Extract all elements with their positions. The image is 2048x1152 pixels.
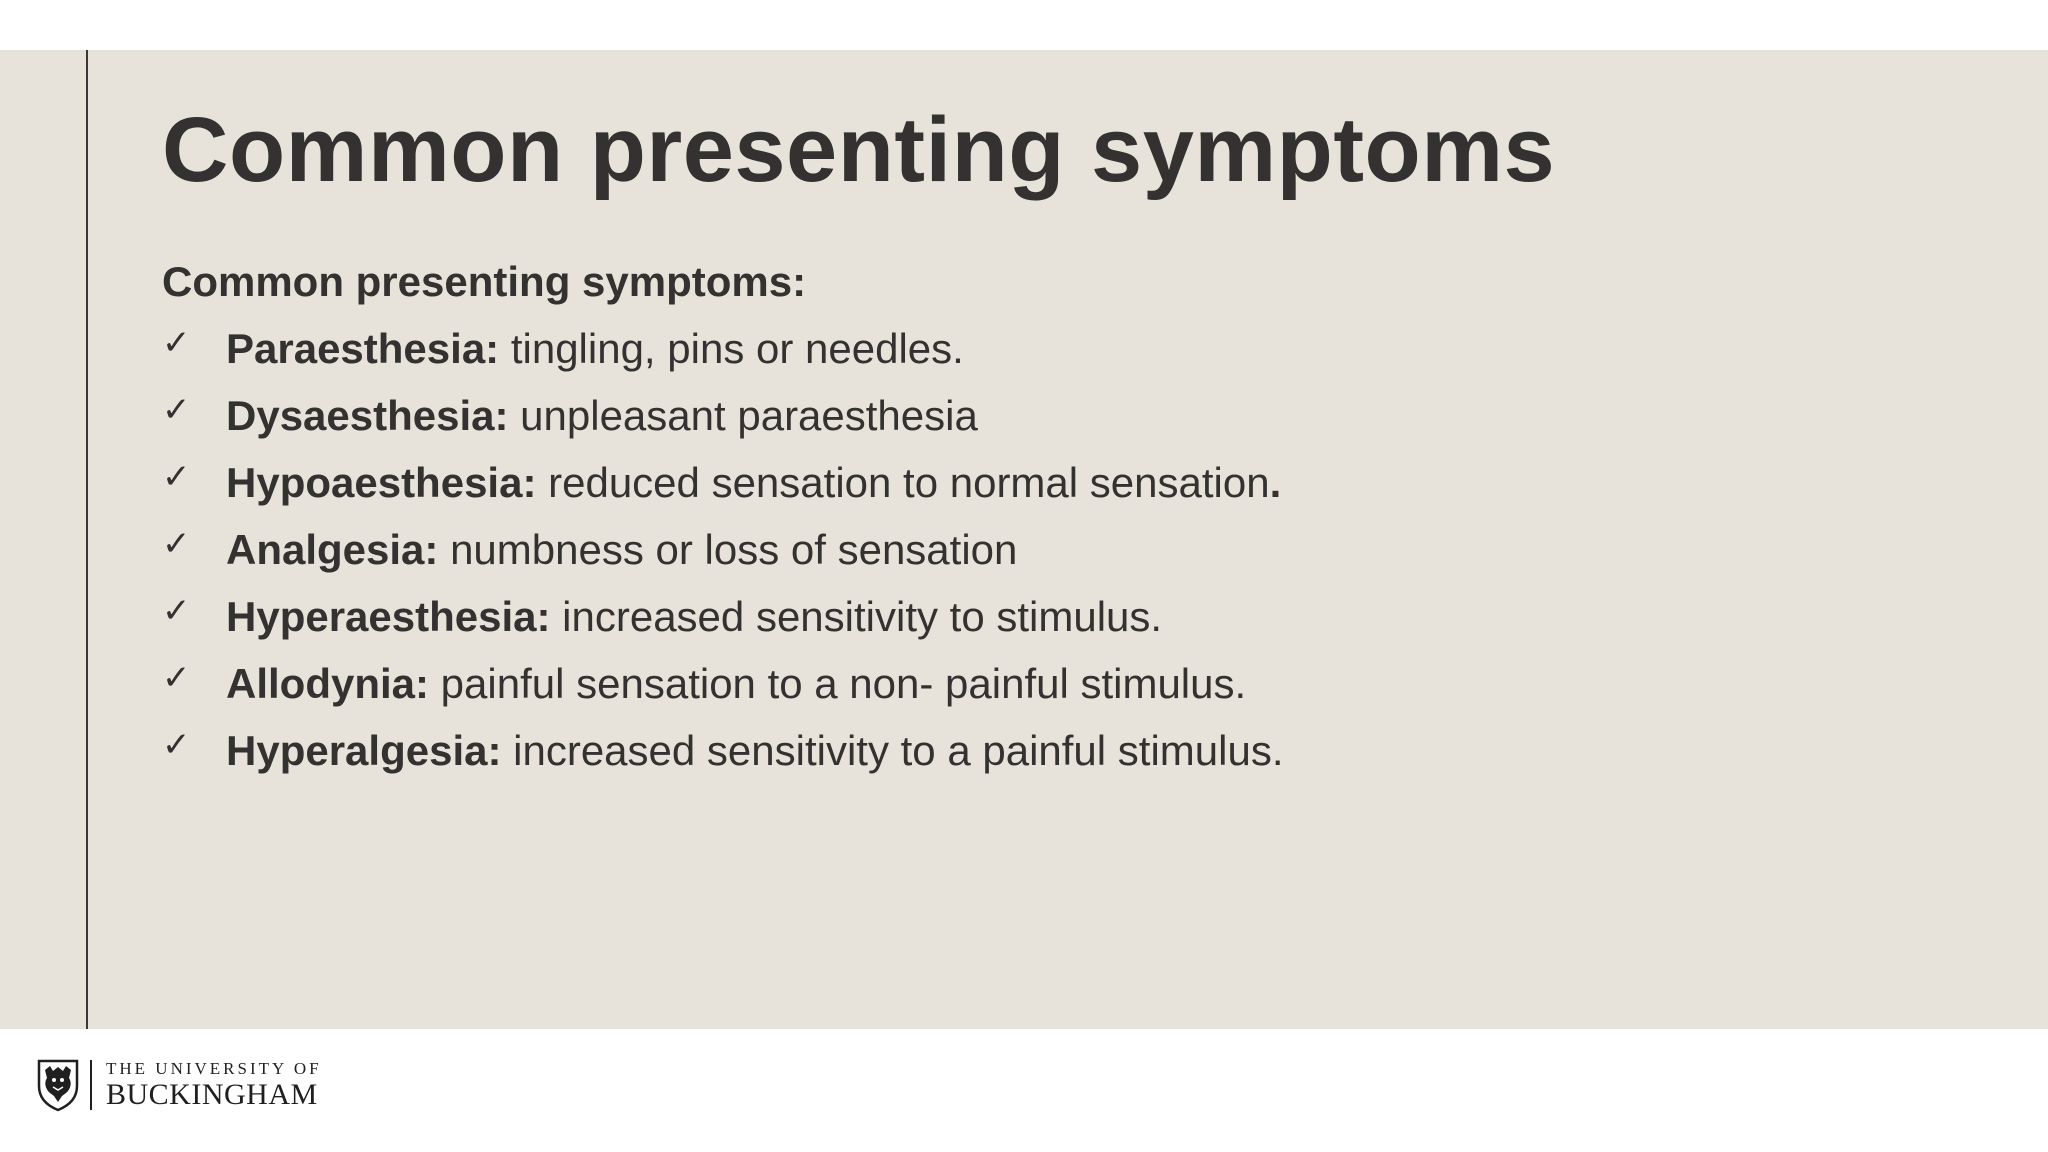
logo-line-1: THE UNIVERSITY OF (106, 1059, 322, 1078)
checkmark-icon: ✓ (162, 725, 191, 765)
logo-line-2: BUCKINGHAM (106, 1078, 318, 1111)
checkmark-icon: ✓ (162, 323, 191, 363)
symptom-description: increased sensitivity to stimulus. (550, 593, 1163, 640)
symptom-description: increased sensitivity to a painful stimulus. (501, 727, 1284, 774)
checkmark-icon: ✓ (162, 390, 191, 430)
list-item (162, 655, 1762, 722)
symptom-description: numbness or loss of sensation (438, 526, 1018, 573)
symptom-term: Dysaesthesia: (226, 392, 509, 439)
symptom-term: Analgesia: (226, 526, 439, 573)
checkmark-icon: ✓ (162, 591, 191, 631)
list-item (162, 387, 1762, 454)
symptom-term: Hyperalgesia: (226, 727, 502, 774)
logo-wordmark (106, 1059, 322, 1111)
symptom-description: unpleasant paraesthesia (508, 392, 978, 439)
university-logo (36, 1057, 322, 1113)
slide-title: Common presenting symptoms (162, 99, 1556, 201)
checkmark-icon: ✓ (162, 524, 191, 564)
vertical-rule (86, 50, 88, 1029)
list-item (162, 454, 1762, 521)
list-heading: Common presenting symptoms: (162, 258, 807, 305)
checkmark-icon: ✓ (162, 658, 191, 698)
list-item (162, 722, 1762, 789)
symptom-term: Allodynia: (226, 660, 430, 707)
symptom-description: tingling, pins or needles. (499, 325, 964, 372)
symptom-description-period: . (1269, 459, 1282, 506)
symptom-list (162, 320, 1762, 789)
logo-divider (90, 1060, 92, 1110)
symptom-term: Hypoaesthesia: (226, 459, 537, 506)
university-crest-icon (36, 1058, 80, 1112)
symptom-term: Hyperaesthesia: (226, 593, 551, 640)
symptom-description: painful sensation to a non- painful stimulus. (429, 660, 1247, 707)
slide-body (162, 253, 1762, 789)
symptom-term: Paraesthesia: (226, 325, 500, 372)
list-item (162, 521, 1762, 588)
checkmark-icon: ✓ (162, 457, 191, 497)
list-item (162, 320, 1762, 387)
symptom-description: reduced sensation to normal sensation (536, 459, 1270, 506)
list-item (162, 588, 1762, 655)
